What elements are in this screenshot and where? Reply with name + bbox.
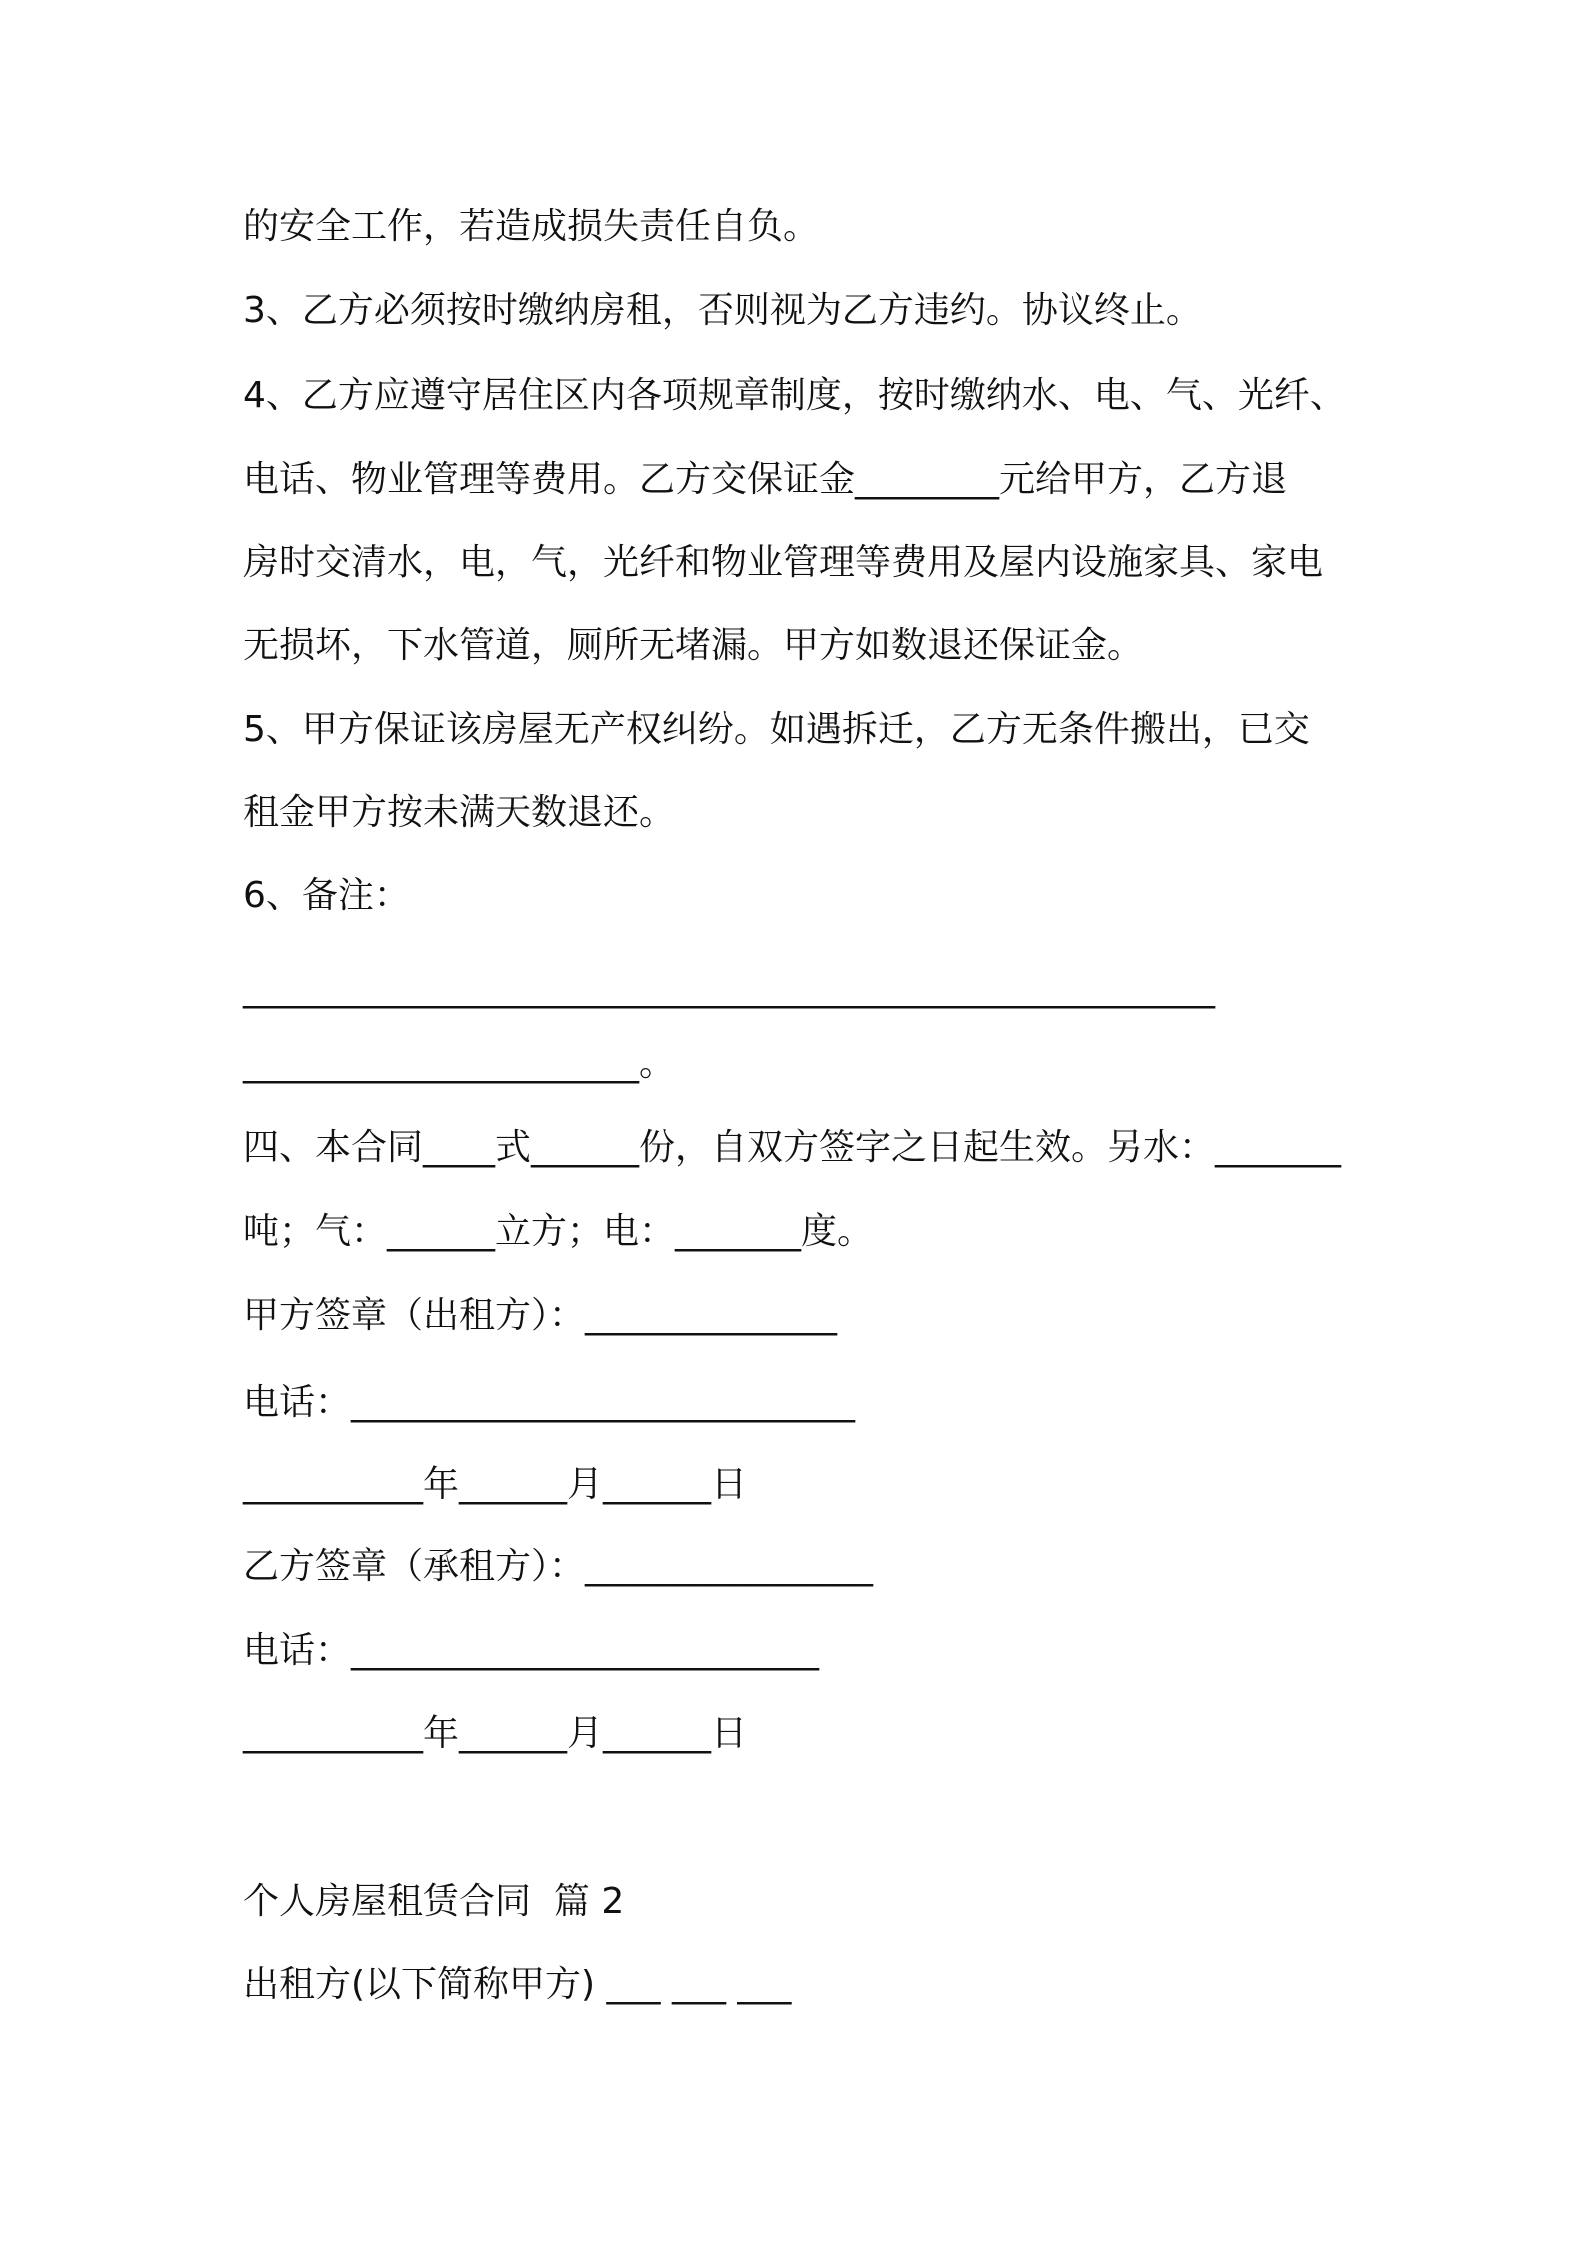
remarks-blank-line: ______________________________________________________ bbox=[243, 968, 1215, 1009]
text-line: 的安全工作，若造成损失责任自负。 bbox=[243, 206, 820, 247]
text-line: 四、本合同____式______份，自双方签字之日起生效。另水：_______ bbox=[243, 1127, 1342, 1168]
text-line: 电话、物业管理等费用。乙方交保证金________元给甲方，乙方退 bbox=[243, 459, 1288, 500]
lessor-line: 出租方(以下简称甲方) ___ ___ ___ bbox=[243, 1964, 792, 2005]
party-b-phone-line: 电话：__________________________ bbox=[243, 1630, 820, 1671]
party-a-signature-line: 甲方签章（出租方）：______________ bbox=[243, 1295, 838, 1336]
remarks-blank-line: ______________________。 bbox=[243, 1043, 675, 1084]
text-line: 无损坏，下水管道，厕所无堵漏。甲方如数退还保证金。 bbox=[243, 625, 1144, 666]
text-line: 吨；气：______立方；电：_______度。 bbox=[243, 1211, 874, 1252]
text-line: 6、备注： bbox=[243, 875, 410, 916]
text-line: 租金甲方按未满天数退还。 bbox=[243, 792, 676, 833]
text-line: 房时交清水，电，气，光纤和物业管理等费用及屋内设施家具、家电 bbox=[243, 542, 1324, 583]
text-line: 3、乙方必须按时缴纳房租，否则视为乙方违约。协议终止。 bbox=[243, 290, 1202, 331]
text-line: 5、甲方保证该房屋无产权纠纷。如遇拆迁，乙方无条件搬出，已交 bbox=[243, 709, 1310, 750]
party-b-date-line: __________年______月______日 bbox=[243, 1713, 747, 1754]
section-heading: 个人房屋租赁合同 篇 2 bbox=[243, 1881, 625, 1922]
party-a-phone-line: 电话：____________________________ bbox=[243, 1382, 856, 1423]
party-a-date-line: __________年______月______日 bbox=[243, 1464, 747, 1505]
text-line: 4、乙方应遵守居住区内各项规章制度，按时缴纳水、电、气、光纤、 bbox=[243, 375, 1346, 416]
party-b-signature-line: 乙方签章（承租方）：________________ bbox=[243, 1546, 874, 1587]
